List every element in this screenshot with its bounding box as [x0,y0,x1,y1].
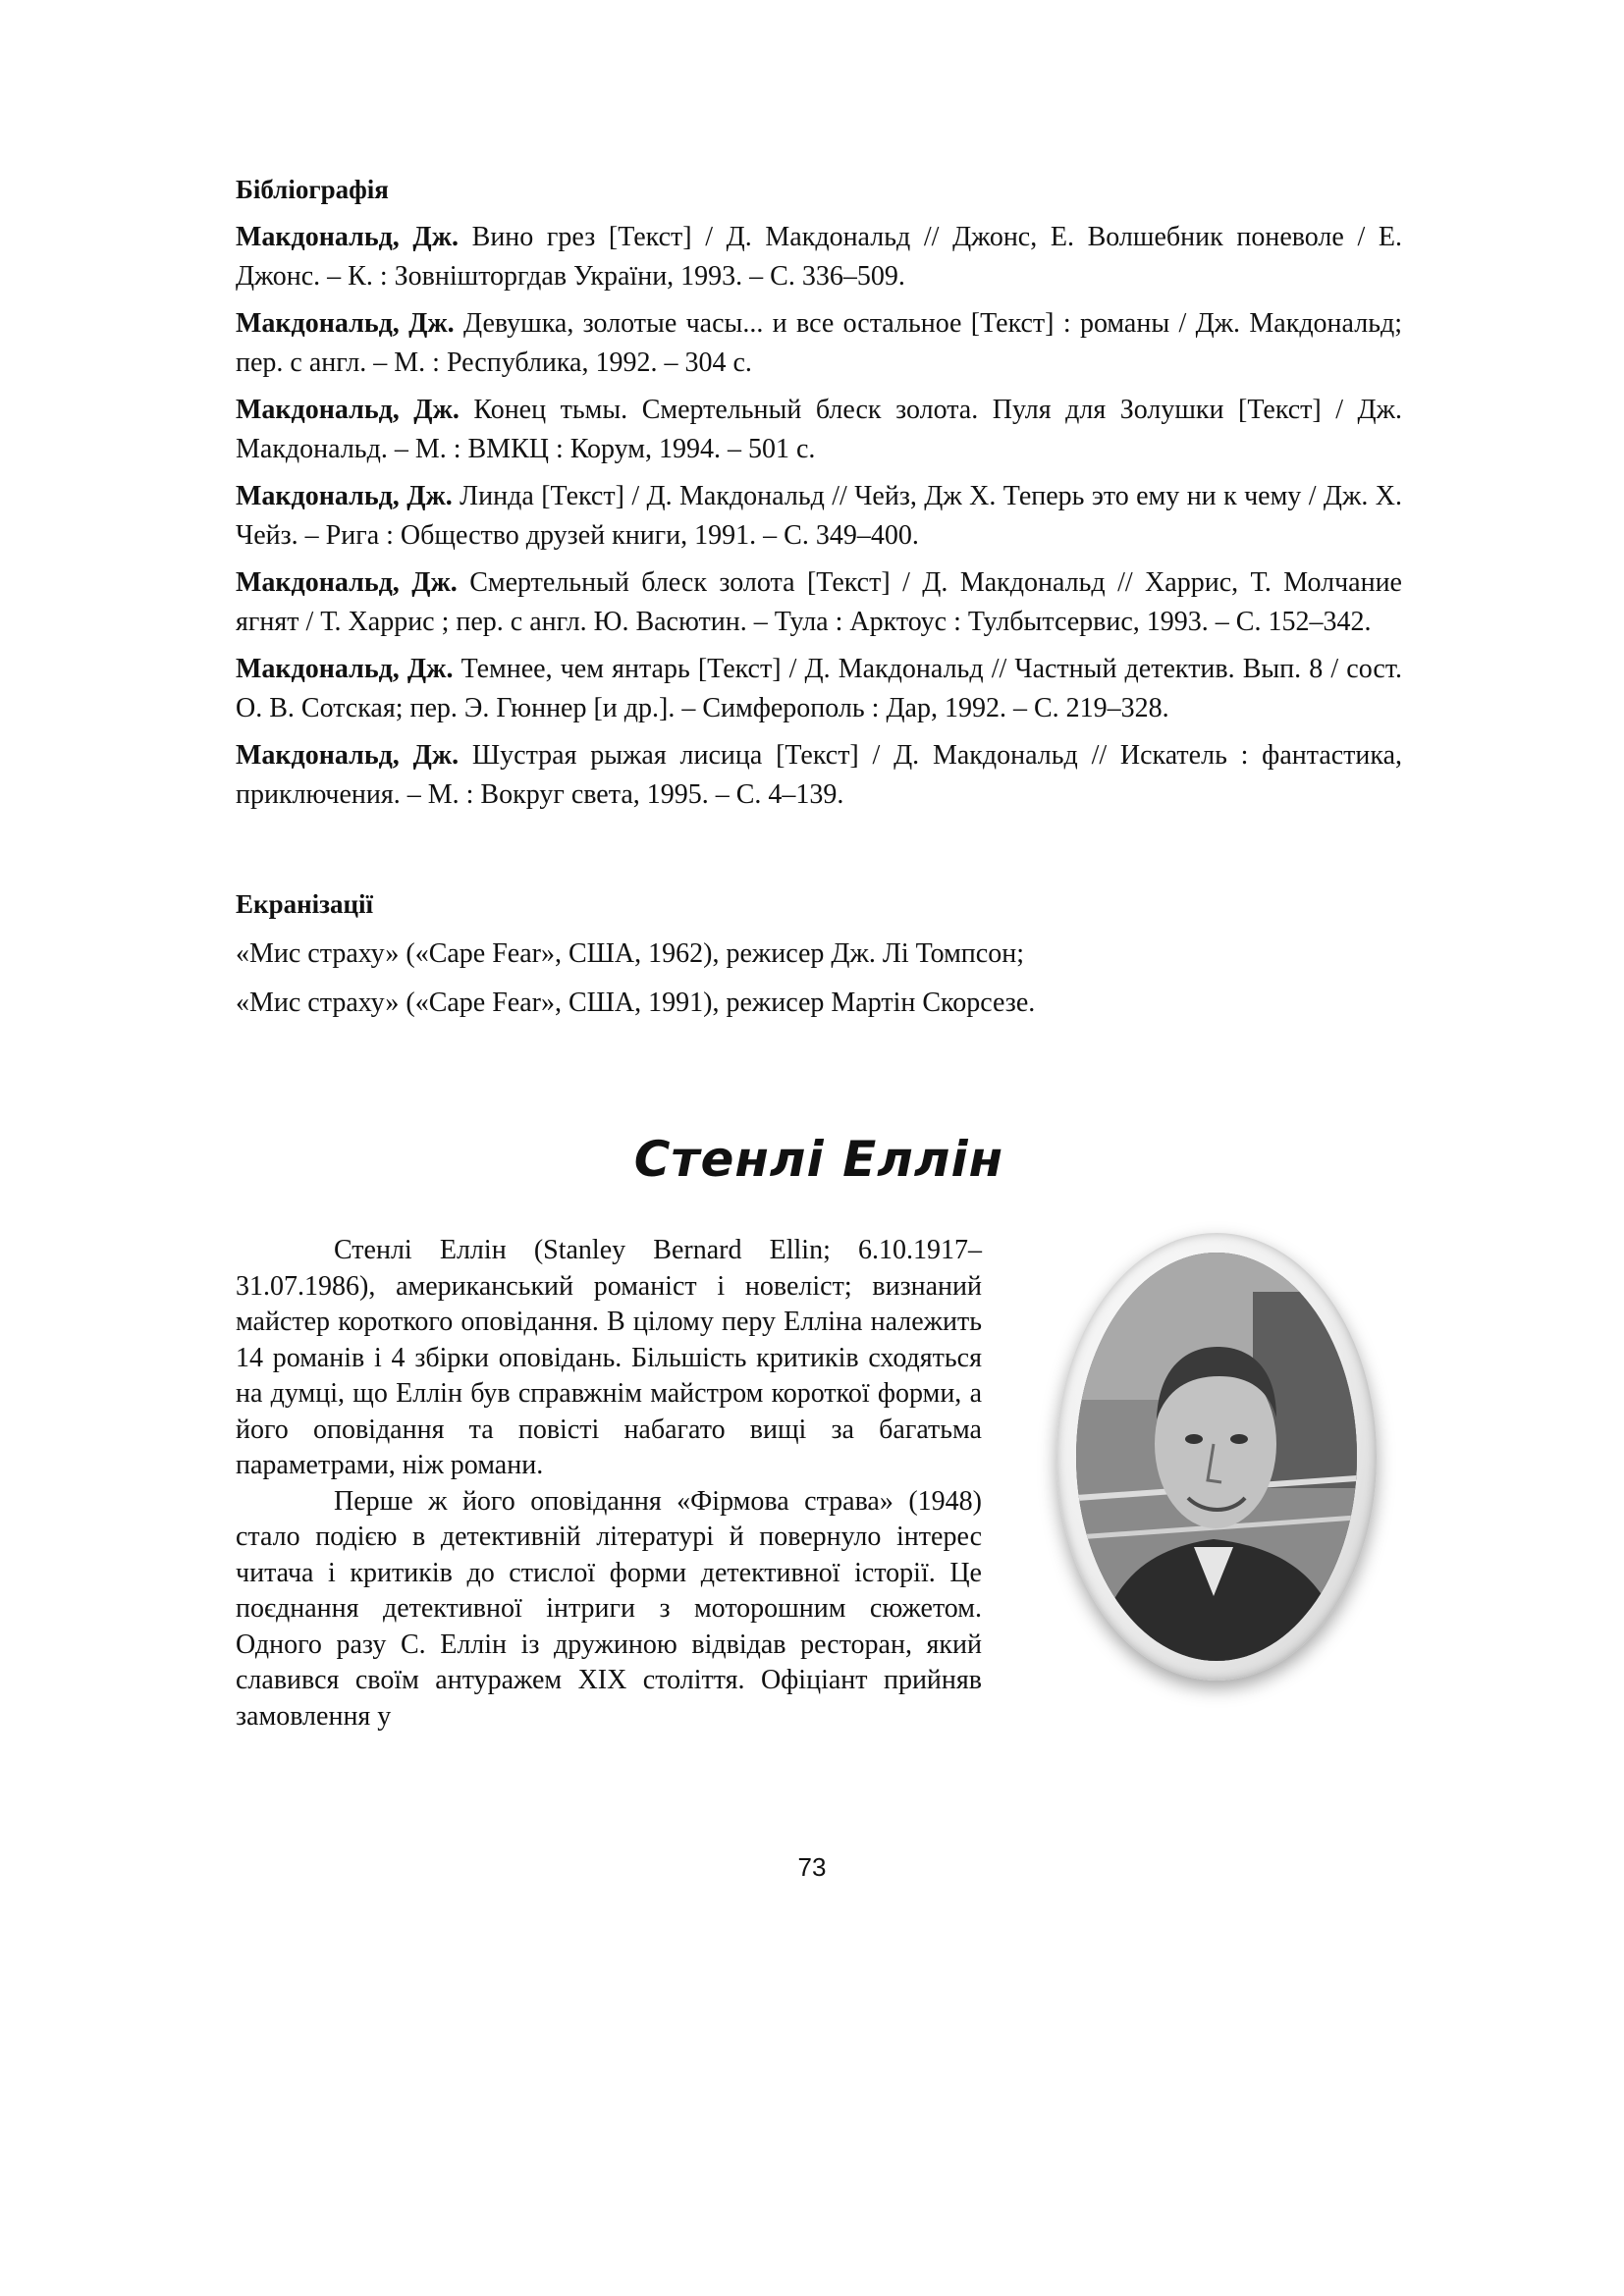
page-number: 73 [797,1852,827,1882]
entry-text: Шустрая рыжая лисица [Текст] / Д. Макдональд // Искатель : фантастика, приключения. – М. : Вокруг света, 1995. – С. 4–139. [236,740,1402,810]
portrait-frame [1056,1233,1377,1681]
bibliography-entry [236,563,1402,642]
entry-text: Девушка, золотые часы... и все остальное [Текст] : романы / Дж. Макдональд; пер. с англ. – М. : Республика, 1992. – 304 с. [236,308,1402,378]
article-body [236,1233,982,1735]
entry-author: Макдональд, Дж. [236,222,459,252]
entry-author: Макдональд, Дж. [236,567,458,598]
entry-author: Макдональд, Дж. [236,740,460,771]
entry-author: Макдональд, Дж. [236,654,454,684]
entry-author: Макдональд, Дж. [236,481,453,511]
bibliography-entry [236,650,1402,728]
author-portrait-photo [1076,1253,1357,1661]
bibliography-list [236,218,1402,823]
entry-text: Линда [Текст] / Д. Макдональд // Чейз, Дж Х. Теперь это ему ни к чему / Дж. Х. Чейз. – Рига : Общество друзей книги, 1991. – С. 349–400. [236,481,1402,551]
entry-text: Смертельный блеск золота [Текст] / Д. Макдональд // Харрис, Т. Молчание ягнят / Т. Харрис ; пер. с англ. Ю. Васютин. – Тула : Арктоус : Тулбытсервис, 1993. – С. 152–342. [236,567,1402,637]
bibliography-entry [236,477,1402,556]
adaptation-entry: «Мис страху» («Cape Fear», США, 1991), режисер Мартін Скорсезе. [236,988,1036,1018]
entry-author: Макдональд, Дж. [236,395,460,425]
article-paragraph: Перше ж його оповідання «Фірмова страва» (1948) стало подією в детективній літературі й повернуло інтерес читача і критиків до стислої форми детективної історії. Це поєднання детективної інтриги з моторошним сюжетом. Одного разу С. Еллін із дружиною відвідав ресторан, який славився своїм антуражем XIX століття. Офіціант прийняв замовлення у [236,1485,982,1732]
bibliography-entry [236,304,1402,383]
adaptations-list [236,934,1402,1033]
entry-text: Темнее, чем янтарь [Текст] / Д. Макдональд // Частный детектив. Вып. 8 / сост. О. В. Сотская; пер. Э. Гюннер [и др.]. – Симферополь : Дар, 1992. – С. 219–328. [236,654,1402,723]
entry-text: Конец тьмы. Смертельный блеск золота. Пуля для Золушки [Текст] / Дж. Макдональд. – М. : ВМКЦ : Корум, 1994. – 501 с. [236,395,1403,464]
bibliography-entry [236,391,1402,469]
entry-text: Вино грез [Текст] / Д. Макдональд // Джонс, Е. Волшебник поневоле / Е. Джонс. – К. : Зовнішторгдав України, 1993. – С. 336–509. [236,222,1402,292]
bibliography-entry [236,736,1402,815]
portrait-illustration [1076,1253,1357,1661]
chapter-title: Стенлі Еллін [633,1131,1004,1188]
adaptations-heading: Екранізації [236,889,374,919]
entry-author: Макдональд, Дж. [236,308,455,339]
bibliography-heading: Бібліографія [236,175,389,204]
bibliography-entry [236,218,1402,296]
article-paragraph: Стенлі Еллін (Stanley Bernard Ellin; 6.10.1917–31.07.1986), американський романіст і новеліст; визнаний майстер короткого оповідання. В цілому перу Елліна належить 14 романів і 4 збірки оповідань. Більшість критиків сходяться на думці, що Еллін був справжнім майстром короткої форми, а його оповідання та повісті набагато вищі за багатьма параметрами, ніж романи. [236,1235,982,1480]
adaptation-entry: «Мис страху» («Cape Fear», США, 1962), режисер Дж. Лі Томпсон; [236,938,1024,969]
